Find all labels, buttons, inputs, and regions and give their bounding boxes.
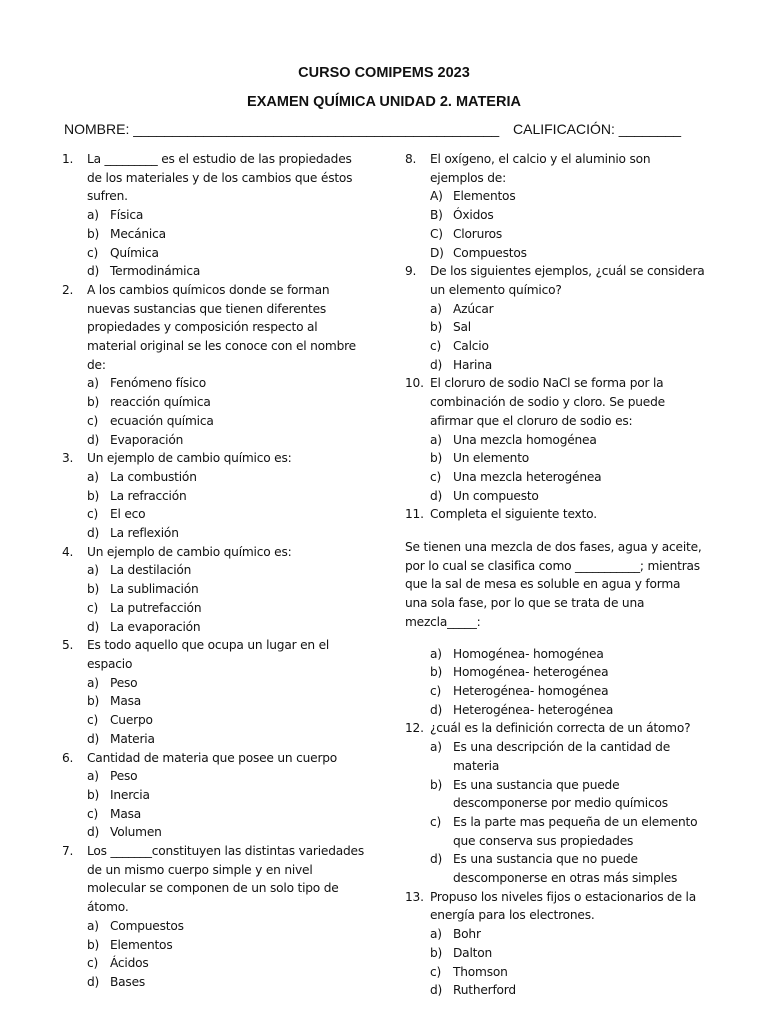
q11-paragraph: Se tienen una mezcla de dos fases, agua y aceite, por lo cual se clasifica como ___________; mientras que la sal de mesa es soluble en agua y forma una sola fase, por lo que se trata de una mezcla_____: bbox=[405, 540, 702, 629]
option-letter: c) bbox=[87, 507, 99, 522]
answer-option bbox=[87, 244, 368, 263]
answer-option bbox=[87, 393, 368, 412]
answer-option bbox=[87, 487, 368, 506]
question-number: 13. bbox=[405, 889, 424, 904]
option-letter: a) bbox=[430, 301, 442, 316]
question-item bbox=[405, 505, 705, 524]
option-letter: a) bbox=[430, 432, 442, 447]
left-question-column bbox=[62, 150, 368, 992]
option-letter: c) bbox=[430, 469, 442, 484]
option-text: Calcio bbox=[453, 339, 489, 354]
question-options bbox=[87, 468, 368, 543]
option-letter: C) bbox=[430, 226, 443, 241]
option-letter: d) bbox=[430, 702, 443, 717]
answer-option bbox=[430, 701, 705, 720]
question-item bbox=[62, 543, 368, 637]
option-text: Elementos bbox=[453, 189, 516, 204]
answer-option bbox=[87, 823, 368, 842]
option-letter: b) bbox=[87, 787, 100, 802]
question-item bbox=[405, 262, 705, 374]
option-letter: d) bbox=[430, 983, 443, 998]
option-text: Heterogénea- heterogénea bbox=[453, 702, 614, 717]
option-text: La putrefacción bbox=[110, 600, 202, 615]
option-text: Masa bbox=[110, 694, 142, 709]
question-options bbox=[87, 374, 368, 449]
answer-option bbox=[87, 767, 368, 786]
option-text: Inercia bbox=[110, 787, 150, 802]
question-item bbox=[62, 150, 368, 281]
answer-option bbox=[87, 917, 368, 936]
question-number: 6. bbox=[62, 750, 74, 765]
answer-option bbox=[87, 412, 368, 431]
option-letter: c) bbox=[430, 683, 442, 698]
answer-option bbox=[87, 505, 368, 524]
option-letter: b) bbox=[87, 226, 100, 241]
answer-option bbox=[430, 225, 705, 244]
answer-option bbox=[430, 738, 705, 775]
option-text: Azúcar bbox=[453, 301, 494, 316]
exam-title: EXAMEN QUÍMICA UNIDAD 2. MATERIA bbox=[247, 94, 521, 110]
option-letter: a) bbox=[87, 563, 99, 578]
question-options bbox=[87, 767, 368, 842]
option-text: Harina bbox=[453, 357, 493, 372]
question-text: ¿cuál es la definición correcta de un átomo? bbox=[430, 721, 691, 736]
answer-option bbox=[87, 580, 368, 599]
answer-option bbox=[87, 524, 368, 543]
question-options bbox=[430, 925, 705, 1000]
option-letter: B) bbox=[430, 208, 443, 223]
option-letter: a) bbox=[87, 376, 99, 391]
question-number: 12. bbox=[405, 721, 424, 736]
option-text: La sublimación bbox=[110, 582, 199, 597]
question-item bbox=[62, 749, 368, 843]
option-letter: c) bbox=[430, 964, 442, 979]
answer-option bbox=[87, 599, 368, 618]
answer-option bbox=[87, 954, 368, 973]
answer-option bbox=[430, 813, 705, 850]
option-letter: b) bbox=[430, 320, 443, 335]
answer-option bbox=[430, 981, 705, 1000]
option-text: La reflexión bbox=[110, 526, 179, 541]
question-item bbox=[405, 719, 705, 887]
question-text: Un ejemplo de cambio químico es: bbox=[87, 451, 292, 466]
option-letter: b) bbox=[87, 582, 100, 597]
option-text: El eco bbox=[110, 507, 146, 522]
option-text: Volumen bbox=[110, 825, 162, 840]
question-number: 1. bbox=[62, 152, 74, 166]
answer-option bbox=[430, 645, 705, 664]
option-text: La combustión bbox=[110, 469, 197, 484]
option-letter: d) bbox=[430, 488, 443, 503]
option-text: La destilación bbox=[110, 563, 192, 578]
question-text: Es todo aquello que ocupa un lugar en el espacio bbox=[87, 638, 330, 671]
answer-option bbox=[87, 431, 368, 450]
question-text: Cantidad de materia que posee un cuerpo bbox=[87, 750, 338, 765]
option-text: Cloruros bbox=[453, 226, 503, 241]
question-text: De los siguientes ejemplos, ¿cuál se considera un elemento químico? bbox=[430, 264, 705, 297]
q11-options bbox=[405, 645, 705, 720]
option-text: Evaporación bbox=[110, 432, 184, 447]
answer-option bbox=[87, 674, 368, 693]
option-letter: b) bbox=[87, 395, 100, 410]
option-letter: a) bbox=[87, 918, 99, 933]
question-number: 3. bbox=[62, 451, 74, 466]
question-options bbox=[87, 674, 368, 749]
answer-option bbox=[430, 187, 705, 206]
answer-option bbox=[430, 776, 705, 813]
option-letter: c) bbox=[430, 814, 442, 829]
option-letter: b) bbox=[87, 937, 100, 952]
question-options bbox=[430, 300, 705, 375]
question-number: 9. bbox=[405, 264, 417, 279]
answer-option bbox=[430, 925, 705, 944]
answer-option bbox=[87, 561, 368, 580]
option-letter: a) bbox=[87, 208, 99, 223]
answer-option bbox=[87, 468, 368, 487]
answer-option bbox=[87, 692, 368, 711]
question-text: A los cambios químicos donde se forman nuevas sustancias que tienen diferentes propiedades y composición respecto al material original se les conoce con el nombre de: bbox=[87, 282, 356, 372]
option-letter: a) bbox=[87, 675, 99, 690]
option-letter: b) bbox=[430, 945, 443, 960]
option-text: Cuerpo bbox=[110, 713, 153, 728]
option-letter: c) bbox=[87, 806, 99, 821]
answer-option bbox=[430, 682, 705, 701]
answer-option bbox=[87, 711, 368, 730]
option-text: Un elemento bbox=[453, 451, 530, 466]
question-text: Propuso los niveles fijos o estacionarios de la energía para los electrones. bbox=[430, 889, 697, 923]
option-text: Es una sustancia que no puede descomponerse en otras más simples bbox=[453, 852, 678, 886]
answer-option bbox=[87, 786, 368, 805]
option-letter: d) bbox=[430, 357, 443, 372]
answer-option bbox=[87, 973, 368, 992]
option-letter: c) bbox=[87, 713, 99, 728]
question-item bbox=[62, 636, 368, 748]
option-text: Es una sustancia que puede descomponerse por medio químicos bbox=[453, 777, 668, 811]
question-text: Completa el siguiente texto. bbox=[430, 507, 597, 522]
option-letter: c) bbox=[87, 413, 99, 428]
answer-option bbox=[430, 663, 705, 682]
question-number: 4. bbox=[62, 544, 74, 559]
option-letter: a) bbox=[430, 927, 442, 942]
option-text: Peso bbox=[110, 769, 138, 784]
question-item bbox=[405, 888, 705, 1000]
course-title: CURSO COMIPEMS 2023 bbox=[298, 65, 470, 81]
answer-option bbox=[430, 449, 705, 468]
option-letter: a) bbox=[430, 740, 442, 755]
answer-option bbox=[430, 244, 705, 263]
question-text: Los _______constituyen las distintas variedades de un mismo cuerpo simple y en nivel molecular se componen de un solo tipo de átomo. bbox=[87, 844, 364, 915]
option-letter: b) bbox=[430, 451, 443, 466]
question-options bbox=[430, 431, 705, 506]
right-question-column bbox=[405, 150, 705, 1000]
option-letter: c) bbox=[87, 600, 99, 615]
option-text: Masa bbox=[110, 806, 142, 821]
right-question-group-a bbox=[405, 150, 705, 524]
option-letter: d) bbox=[87, 526, 100, 541]
option-letter: a) bbox=[430, 646, 442, 661]
answer-option bbox=[430, 356, 705, 375]
option-letter: a) bbox=[87, 769, 99, 784]
option-letter: a) bbox=[87, 469, 99, 484]
option-letter: b) bbox=[430, 665, 443, 680]
question-text: El cloruro de sodio NaCl se forma por la combinación de sodio y cloro. Se puede afirmar que el cloruro de sodio es: bbox=[430, 376, 665, 428]
option-letter: d) bbox=[87, 432, 100, 447]
option-letter: b) bbox=[87, 488, 100, 503]
option-text: Una mezcla heterogénea bbox=[453, 469, 602, 484]
name-field-label: NOMBRE: _______________________________________________ bbox=[64, 121, 500, 137]
option-letter: D) bbox=[430, 245, 444, 260]
answer-option bbox=[87, 730, 368, 749]
option-text: Sal bbox=[453, 320, 471, 335]
question-item bbox=[405, 374, 705, 505]
answer-option bbox=[430, 944, 705, 963]
option-text: Mecánica bbox=[110, 226, 166, 241]
answer-option bbox=[430, 850, 705, 887]
option-letter: b) bbox=[430, 777, 443, 792]
answer-option bbox=[87, 374, 368, 393]
option-text: Materia bbox=[110, 731, 155, 746]
option-text: Física bbox=[110, 208, 144, 223]
option-text: Thomson bbox=[453, 964, 508, 979]
answer-option bbox=[430, 318, 705, 337]
answer-option bbox=[430, 468, 705, 487]
grade-field-label: CALIFICACIÓN: ________ bbox=[513, 121, 682, 137]
answer-option bbox=[87, 262, 368, 281]
option-letter: d) bbox=[87, 264, 100, 279]
question-number: 2. bbox=[62, 282, 74, 297]
question-options bbox=[87, 206, 368, 281]
option-text: Homogénea- homogénea bbox=[453, 646, 604, 661]
answer-option bbox=[87, 206, 368, 225]
right-question-group-b bbox=[405, 719, 705, 1000]
answer-option bbox=[430, 487, 705, 506]
answer-option bbox=[430, 206, 705, 225]
answer-option bbox=[430, 337, 705, 356]
question-number: 11. bbox=[405, 507, 424, 522]
option-text: Química bbox=[110, 245, 159, 260]
option-letter: b) bbox=[87, 694, 100, 709]
question-text: El oxígeno, el calcio y el aluminio son ejemplos de: bbox=[430, 152, 651, 185]
option-letter: c) bbox=[430, 339, 442, 354]
option-text: Es la parte mas pequeña de un elemento que conserva sus propiedades bbox=[453, 814, 698, 848]
option-text: Termodinámica bbox=[110, 264, 201, 279]
answer-option bbox=[430, 431, 705, 450]
option-letter: c) bbox=[87, 245, 99, 260]
name-grade-row bbox=[64, 121, 704, 137]
option-text: Una mezcla homogénea bbox=[453, 432, 597, 447]
answer-option bbox=[87, 936, 368, 955]
option-letter: d) bbox=[87, 974, 100, 989]
question-number: 10. bbox=[405, 376, 424, 391]
option-text: Compuestos bbox=[110, 918, 184, 933]
question-item bbox=[62, 842, 368, 992]
option-text: La evaporación bbox=[110, 619, 201, 634]
question-item bbox=[405, 150, 705, 262]
option-letter: d) bbox=[87, 825, 100, 840]
option-text: Homogénea- heterogénea bbox=[453, 665, 609, 680]
question-options bbox=[430, 187, 705, 262]
question-options bbox=[87, 561, 368, 636]
option-letter: A) bbox=[430, 189, 443, 204]
question-options bbox=[87, 917, 368, 992]
option-text: reacción química bbox=[110, 395, 211, 410]
option-text: Un compuesto bbox=[453, 488, 539, 503]
answer-option bbox=[87, 618, 368, 637]
answer-option bbox=[430, 300, 705, 319]
question-number: 5. bbox=[62, 638, 74, 653]
option-text: Ácidos bbox=[110, 956, 149, 971]
option-text: Compuestos bbox=[453, 245, 527, 260]
option-text: Peso bbox=[110, 675, 138, 690]
option-text: Es una descripción de la cantidad de materia bbox=[453, 740, 671, 773]
question-options bbox=[430, 738, 705, 888]
option-text: Dalton bbox=[453, 945, 492, 960]
question-item bbox=[62, 281, 368, 449]
option-text: Fenómeno físico bbox=[110, 376, 207, 391]
answer-option bbox=[87, 225, 368, 244]
question-text: Un ejemplo de cambio químico es: bbox=[87, 544, 292, 559]
question-number: 8. bbox=[405, 152, 417, 166]
question-item bbox=[62, 449, 368, 543]
answer-option bbox=[430, 963, 705, 982]
option-letter: c) bbox=[87, 956, 99, 971]
question-text: La _________ es el estudio de las propiedades de los materiales y de los cambios que éstos sufren. bbox=[87, 152, 353, 204]
question-number: 7. bbox=[62, 844, 74, 859]
answer-option bbox=[87, 805, 368, 824]
option-text: Rutherford bbox=[453, 983, 516, 998]
option-letter: d) bbox=[430, 852, 443, 867]
option-text: ecuación química bbox=[110, 413, 214, 428]
option-text: La refracción bbox=[110, 488, 187, 503]
option-text: Elementos bbox=[110, 937, 173, 952]
option-text: Heterogénea- homogénea bbox=[453, 683, 609, 698]
option-letter: d) bbox=[87, 731, 100, 746]
option-text: Óxidos bbox=[453, 208, 494, 223]
option-letter: d) bbox=[87, 619, 100, 634]
option-text: Bohr bbox=[453, 927, 481, 942]
option-text: Bases bbox=[110, 974, 146, 989]
